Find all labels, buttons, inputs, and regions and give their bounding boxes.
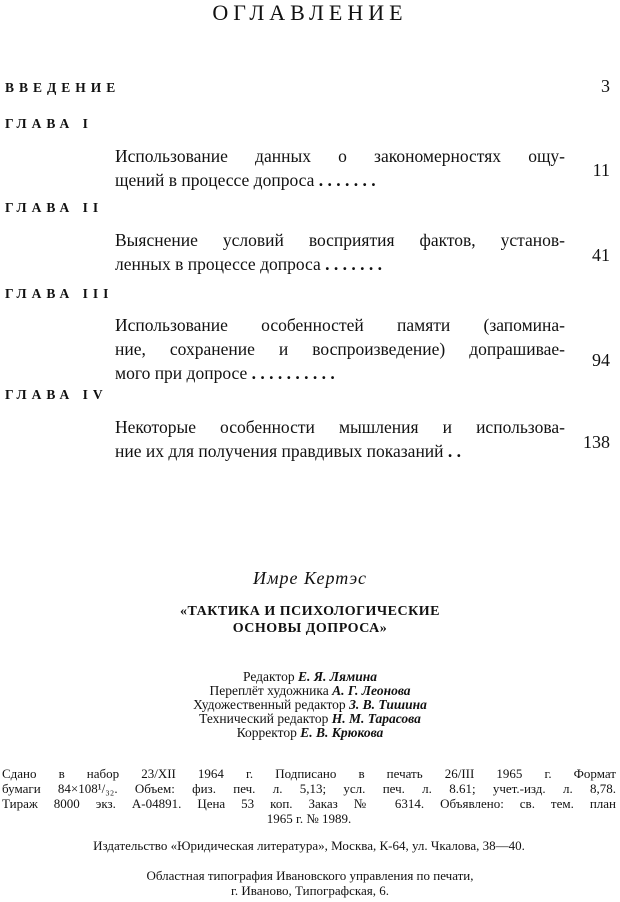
imprint-line-1: Сдано в набор 23/XII 1964 г. Подписано в печать 26/III 1965 г. Формат — [2, 766, 616, 781]
credits-list — [0, 670, 620, 740]
toc-chapter-4-entry — [115, 415, 565, 463]
credit-editor: Редактор Е. Я. Лямина — [242, 669, 377, 684]
toc-chapter-1-label: ГЛАВА I — [5, 116, 93, 131]
publisher-line: Издательство «Юридическая литература», Москва, К-64, ул. Чкалова, 38—40. — [93, 838, 525, 853]
credit-art-editor: Художественный редактор З. В. Тишина — [193, 697, 427, 712]
toc-chapter-3-line2: мого при допросе — [115, 363, 248, 383]
imprint-line-2: бумаги 84×108¹/₃₂. Объем: физ. печ. л. 5,13; усл. печ. л. 8.61; учет.-изд. л. 8,78. — [2, 781, 616, 796]
toc-chapter-1-line1: Использование данных о закономерностях ощу- — [115, 146, 565, 166]
printer-block — [0, 868, 620, 898]
toc-chapter-2-label: ГЛАВА II — [5, 200, 104, 215]
imprint-line-3: Тираж 8000 экз. А-04891. Цена 53 коп. Заказ № 6314. Объявлено: св. тем. план — [2, 796, 616, 811]
toc-chapter-3-page: 94 — [592, 350, 610, 370]
toc-chapter-3-line1b: ние, сохранение и воспроизведение) допрашивае- — [115, 339, 565, 359]
page-title: ОГЛАВЛЕНИЕ — [212, 0, 408, 25]
book-title-line1: «ТАКТИКА И ПСИХОЛОГИЧЕСКИЕ — [180, 604, 440, 619]
book-title-line2: ОСНОВЫ ДОПРОСА» — [232, 621, 388, 636]
toc-chapter-2-page: 41 — [592, 245, 610, 265]
toc-chapter-3-dots: . . . . . . . . . . — [251, 363, 335, 383]
toc-chapter-3-entry — [115, 313, 565, 385]
toc-chapter-1-dots: . . . . . . . — [318, 170, 376, 190]
toc-chapter-2-dots: . . . . . . . — [325, 254, 383, 274]
toc-chapter-1-line2: щений в процессе допроса — [115, 170, 315, 190]
imprint-block — [2, 766, 616, 826]
toc-chapter-2-line2: ленных в процессе допроса — [115, 254, 321, 274]
printer-line-1: Областная типография Ивановского управления по печати, — [146, 868, 474, 883]
toc-chapter-1-page: 11 — [592, 160, 610, 180]
toc-chapter-2-entry — [115, 228, 565, 276]
author-name: Имре Кертэс — [253, 568, 367, 588]
toc-chapter-4-label: ГЛАВА IV — [5, 387, 108, 402]
toc-chapter-3-line1: Использование особенностей памяти (запомина- — [115, 315, 565, 335]
toc-intro-page: 3 — [601, 76, 610, 96]
toc-chapter-4-line2: ние их для получения правдивых показаний — [115, 441, 444, 461]
credit-technical-editor: Технический редактор Н. М. Тарасова — [199, 711, 421, 726]
imprint-line-4: 1965 г. № 1989. — [266, 811, 352, 826]
toc-chapter-4-line1: Некоторые особенности мышления и использова- — [115, 417, 565, 437]
toc-chapter-4-dots: . . — [447, 441, 462, 461]
toc-chapter-4-page: 138 — [583, 432, 610, 452]
toc-chapter-2-line1: Выяснение условий восприятия фактов, установ- — [115, 230, 565, 250]
printer-line-2: г. Иваново, Типографская, 6. — [231, 883, 389, 898]
toc-chapter-1-entry — [115, 144, 565, 192]
credit-proofreader: Корректор Е. В. Крюкова — [236, 725, 384, 740]
toc-intro-label: ВВЕДЕНИЕ — [5, 80, 121, 95]
toc-chapter-3-label: ГЛАВА III — [5, 286, 114, 301]
book-title — [0, 603, 620, 637]
credit-binding-artist: Переплёт художника А. Г. Леонова — [209, 683, 411, 698]
